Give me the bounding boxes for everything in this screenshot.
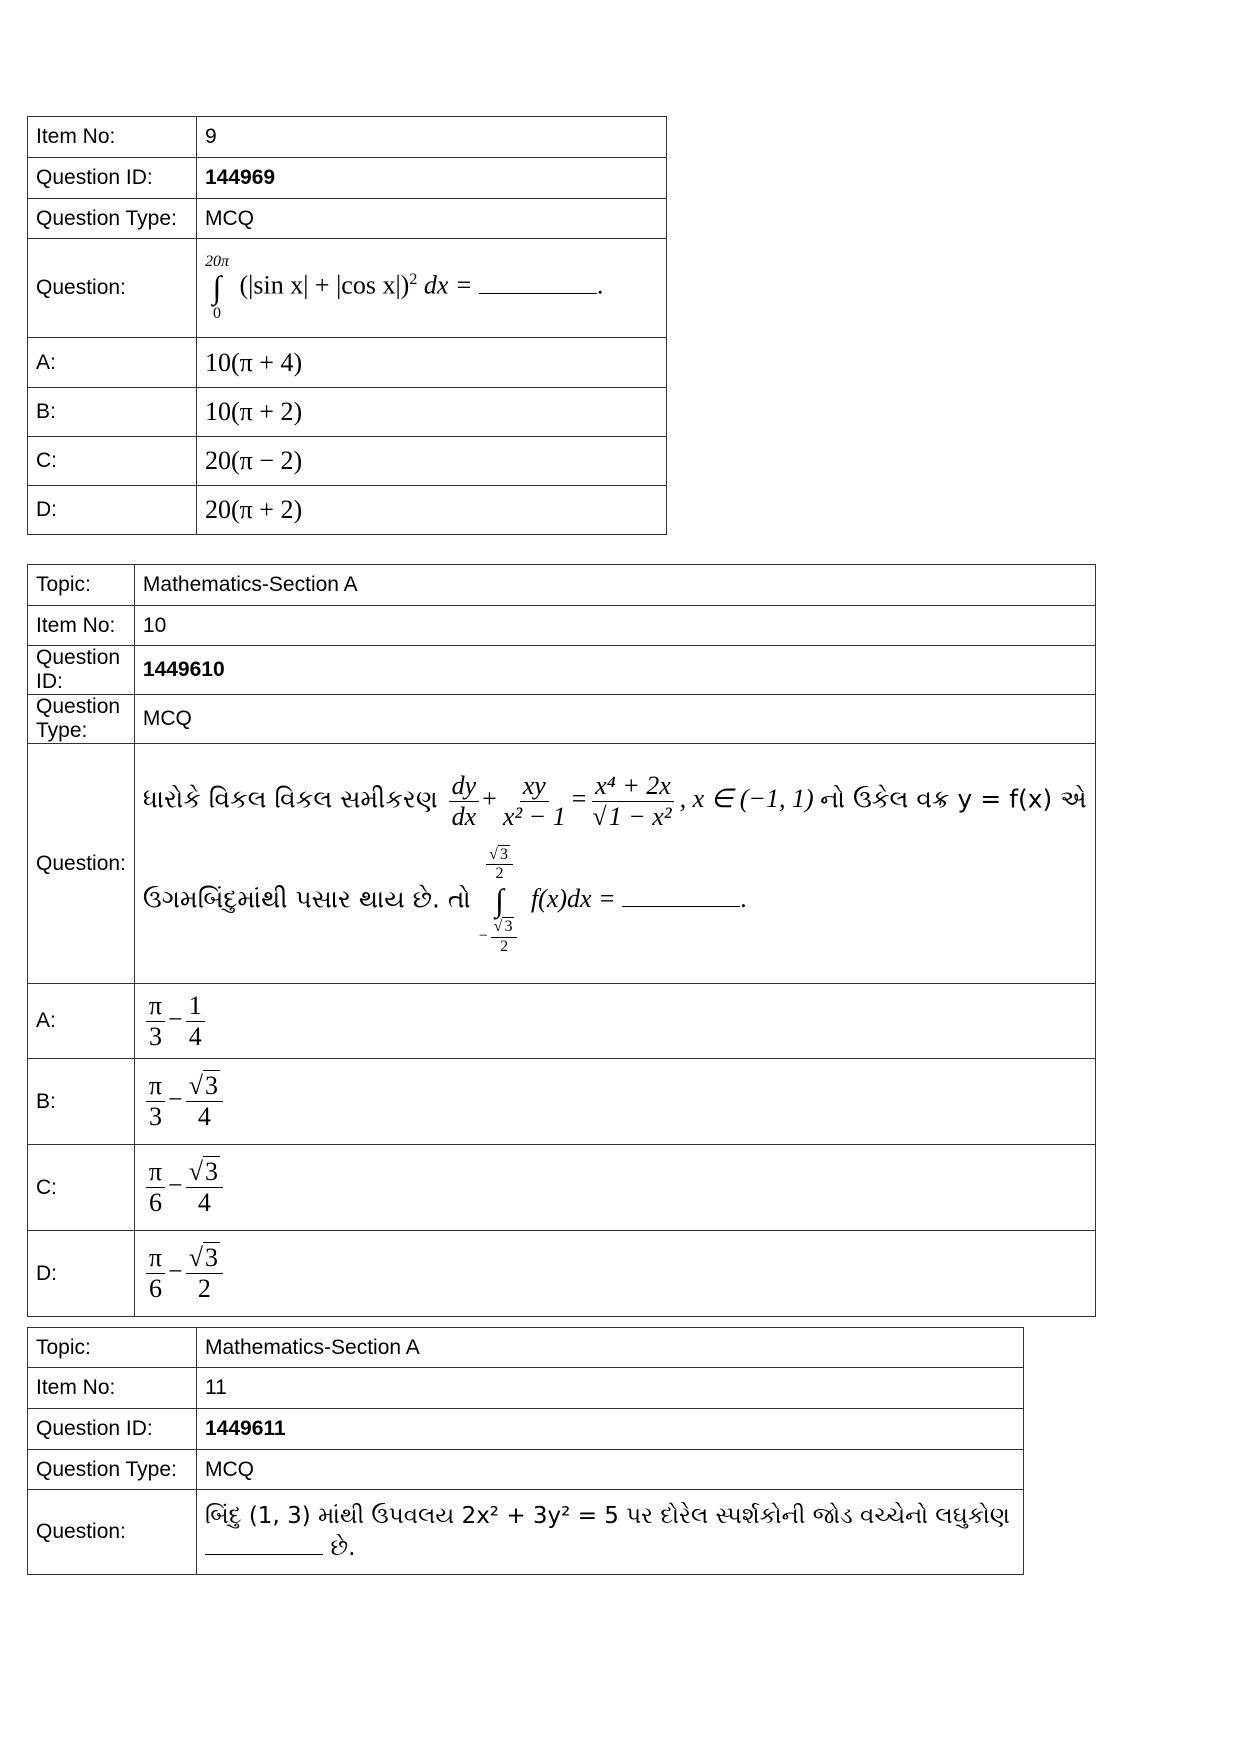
row-option-d (28, 1231, 1096, 1317)
row-question-id (28, 1409, 1024, 1450)
row-option-c (28, 1145, 1096, 1231)
question-table-11 (27, 1327, 1024, 1575)
answer-blank (622, 906, 740, 907)
row-question (28, 1490, 1024, 1575)
row-item-no (28, 606, 1096, 646)
label-option-c: C: (28, 1145, 135, 1231)
label-item-no: Item No: (28, 606, 135, 646)
question-body (197, 1490, 1024, 1575)
question-text-prefix: ધારોકે વિકલ વિકલ સમીકરણ (142, 784, 438, 814)
value-item-no: 10 (134, 606, 1095, 646)
question-line-1 (143, 771, 1087, 832)
row-option-c (28, 437, 667, 486)
fraction-xy: $\frac{xy}{\text{x² − 1}}$ (502, 770, 566, 831)
question-line-1: બિંદુ (1, 3) માંથી ઉપવલય 2x² + 3y² = 5 પર દોરેલ સ્પર્શકોની જોડ વચ્ચેનો લઘુકોણ (205, 1502, 1010, 1529)
value-topic: Mathematics-Section A (134, 565, 1095, 606)
row-item-no (28, 1368, 1024, 1409)
value-question-id: 144969 (197, 158, 667, 199)
label-option-b: B: (28, 1059, 135, 1145)
value-question-id: 1449611 (197, 1409, 1024, 1450)
label-question-id: Question ID: (28, 1409, 197, 1450)
value-item-no: 11 (197, 1368, 1024, 1409)
label-question-type: Question Type: (28, 199, 197, 239)
row-question (28, 744, 1096, 984)
integral-lower-limit: − $\frac{√ 3}{2}$ (479, 918, 521, 956)
integrand: (|sin x| + |cos x|) (239, 270, 410, 300)
integral-sign: ∫ (495, 882, 504, 919)
fraction-rhs: $\frac{\text{x⁴ + 2x}}{\text{√1 − x²}}$ (589, 771, 676, 832)
row-option-a (28, 984, 1096, 1059)
value-option-b: $\frac{\pi}{3}$ − $\frac{√3}{4}$ (134, 1059, 1095, 1145)
label-question: Question: (28, 1490, 197, 1575)
row-option-b (28, 388, 667, 437)
answer-blank (205, 1554, 323, 1555)
row-question-type (28, 695, 1096, 744)
row-question (28, 239, 667, 338)
value-topic: Mathematics-Section A (197, 1328, 1024, 1368)
integral-sign: ∫ (212, 269, 222, 306)
row-question-id (28, 158, 667, 199)
label-question-id: Question ID: (28, 158, 197, 199)
integral-upper-limit: $\frac{√ 3}{2}$ (483, 846, 516, 884)
row-topic (28, 1328, 1024, 1368)
integrand: f(x)dx = (530, 883, 616, 913)
label-option-a: A: (28, 338, 197, 388)
label-question-type: Question Type: (28, 695, 135, 744)
label-option-d: D: (28, 486, 197, 535)
value-option-c: $\frac{\pi}{6}$ − $\frac{√3}{4}$ (134, 1145, 1095, 1231)
value-item-no: 9 (197, 117, 667, 158)
label-topic: Topic: (28, 1328, 197, 1368)
differential-equation: $\frac{dy}{dx}$ + $\frac{xy}{\text{x² − 1}}$ = $\frac{\text{x⁴ + 2x}}{\text{√1 − x²}}$ , x ∈ (−1, 1) (446, 784, 821, 813)
question-text-line2: ઉગમબિંદુમાંથી પસાર થાય છે. તો (142, 883, 471, 913)
question-formula: 20π ∫ 0 (|sin x| + |cos x|)$^2$ dx = . (197, 239, 667, 338)
answer-blank (479, 293, 597, 294)
label-option-a: A: (28, 984, 135, 1059)
domain-text: , x ∈ (−1, 1) (679, 784, 814, 814)
label-option-b: B: (28, 388, 197, 437)
label-question-id: Question ID: (28, 646, 135, 695)
question-line-2 (143, 846, 1087, 957)
label-option-d: D: (28, 1231, 135, 1317)
integral-lower-limit: 0 (213, 304, 221, 322)
label-question: Question: (28, 239, 197, 338)
label-question: Question: (28, 744, 135, 984)
label-item-no: Item No: (28, 117, 197, 158)
value-question-type: MCQ (134, 695, 1095, 744)
value-option-d: $\frac{\pi}{6}$ − $\frac{√3}{2}$ (134, 1231, 1095, 1317)
value-option-a: $\frac{\pi}{3}$ − $\frac{1}{4}$ (134, 984, 1095, 1059)
value-question-type: MCQ (197, 1450, 1024, 1490)
value-question-id: 1449610 (134, 646, 1095, 695)
question-table-9 (27, 116, 667, 535)
question-table-10 (27, 564, 1096, 1317)
label-topic: Topic: (28, 565, 135, 606)
integral-expression: $\frac{√ 3}{2}$ ∫ − $\frac{√ 3}{2}$ f(x)dx = . (478, 845, 747, 955)
row-question-type (28, 199, 667, 239)
label-question-type: Question Type: (28, 1450, 197, 1490)
value-question-type: MCQ (197, 199, 667, 239)
row-option-a (28, 338, 667, 388)
value-option-c: 20(π − 2) (197, 437, 667, 486)
row-option-d (28, 486, 667, 535)
label-item-no: Item No: (28, 1368, 197, 1409)
value-option-a: 10(π + 4) (197, 338, 667, 388)
integrand-power: 2 (409, 271, 418, 289)
question-body (134, 744, 1095, 984)
value-option-d: 20(π + 2) (197, 486, 667, 535)
row-item-no (28, 117, 667, 158)
fraction-dydx: $\frac{dy}{dx}$ (449, 771, 480, 832)
integral (479, 846, 521, 957)
differential: dx = (423, 270, 473, 300)
row-question-type (28, 1450, 1024, 1490)
label-option-c: C: (28, 437, 197, 486)
question-line-2: છે. (205, 1532, 1015, 1564)
integral (205, 254, 229, 321)
question-text-suffix: નો ઉકેલ વક્ર y = f(x) એ (820, 784, 1087, 814)
integral-upper-limit: 20π (205, 253, 230, 271)
row-question-id (28, 646, 1096, 695)
value-option-b: 10(π + 2) (197, 388, 667, 437)
row-option-b (28, 1059, 1096, 1145)
row-topic (28, 565, 1096, 606)
